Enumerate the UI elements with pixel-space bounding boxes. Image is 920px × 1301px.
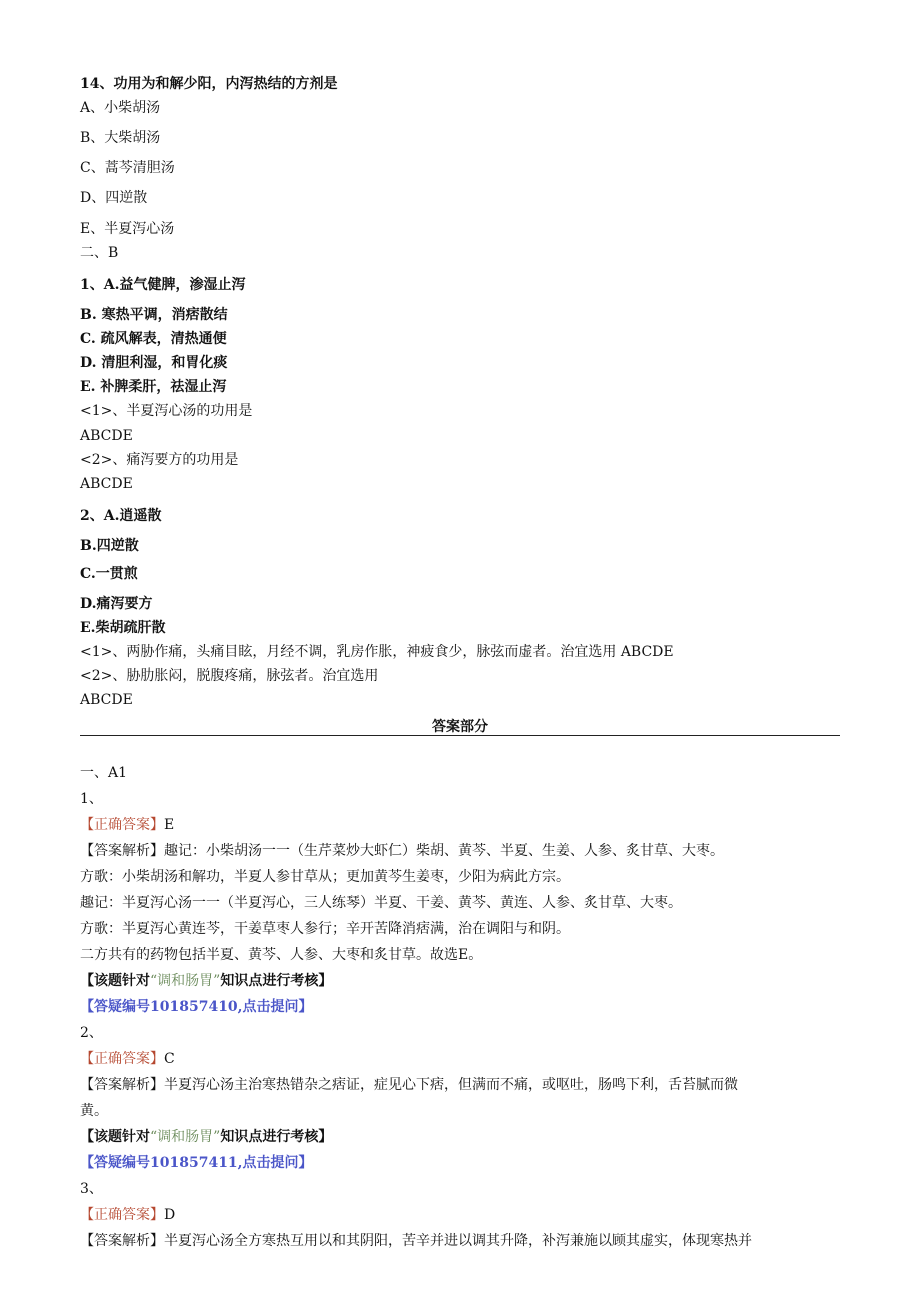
answer-1-correct [80,815,174,835]
b1-sub1-choices: ABCDE [80,428,133,444]
kp-name: “调和肠胃” [150,1129,221,1145]
q14-option-b: B、大柴胡汤 [80,130,161,146]
correct-answer-label: 【正确答案】 [80,817,164,833]
answer-2-analysis [80,1075,738,1095]
correct-answer-value: C [164,1051,175,1067]
correct-answer-value: E [164,817,175,833]
answer-1-knowledge-point [80,971,332,991]
analysis-label: 【答案解析】 [80,843,164,859]
q14-option-a: A、小柴胡汤 [80,100,161,116]
analysis-text: 趣记：小柴胡汤一一（生芹菜炒大虾仁）柴胡、黄芩、半夏、生姜、人参、炙甘草、大枣。 [164,843,724,859]
b1-option-a: 1、A.益气健脾，渗湿止泻 [80,277,246,293]
analysis-line: 黄。 [80,1103,108,1119]
answer-3-correct [80,1205,175,1225]
answer-2-knowledge-point [80,1127,332,1147]
analysis-line: 方歌：半夏泻心黄连芩，干姜草枣人参行；辛开苦降消痞满，治在调阳与和阴。 [80,921,570,937]
answer-1-analysis [80,841,724,861]
b1-option-b: B. 寒热平调，消痞散结 [80,307,228,323]
b2-option-c: C.一贯煎 [80,566,138,582]
b2-option-d: D.痛泻要方 [80,596,153,612]
correct-answer-label: 【正确答案】 [80,1207,164,1223]
q14-option-e: E、半夏泻心汤 [80,221,175,237]
section-b-heading: 二、B [80,245,119,261]
b1-sub2: <2>、痛泻要方的功用是 [80,452,239,468]
correct-answer-label: 【正确答案】 [80,1051,164,1067]
b2-option-e: E.柴胡疏肝散 [80,620,166,636]
analysis-line: 趣记：半夏泻心汤一一（半夏泻心，三人练琴）半夏、干姜、黄芩、黄连、人参、炙甘草、大枣。 [80,895,682,911]
b2-sub1: <1>、两胁作痛，头痛目眩，月经不调，乳房作胀，神疲食少，脉弦而虚者。治宜选用 ABCDE [80,644,674,660]
b2-sub2-choices: ABCDE [80,692,133,708]
answers-title: 答案部分 [432,719,488,735]
answer-3-analysis [80,1231,752,1251]
analysis-label: 【答案解析】 [80,1077,164,1093]
analysis-line: 方歌：小柴胡汤和解功，半夏人参甘草从；更加黄芩生姜枣，少阳为病此方宗。 [80,869,570,885]
analysis-label: 【答案解析】 [80,1233,164,1249]
b1-sub1: <1>、半夏泻心汤的功用是 [80,403,253,419]
kp-name: “调和肠胃” [150,973,221,989]
b1-option-d: D. 清胆利湿，和胃化痰 [80,355,228,371]
b2-sub2: <2>、胁肋胀闷，脱腹疼痛，脉弦者。治宜选用 [80,668,379,684]
answer-3-number: 3、 [80,1181,103,1197]
correct-answer-value: D [164,1207,176,1223]
answer-1-ask-link[interactable]: 【答疑编号101857410,点击提问】 [80,999,313,1015]
b1-option-c: C. 疏风解表，清热通便 [80,331,227,347]
divider [80,735,840,736]
answer-2-ask-link[interactable]: 【答疑编号101857411,点击提问】 [80,1155,313,1171]
b2-option-b: B.四逆散 [80,538,139,554]
q14-option-c: C、蒿芩清胆汤 [80,160,175,176]
analysis-line: 二方共有的药物包括半夏、黄芩、人参、大枣和炙甘草。故选E。 [80,947,483,963]
answer-2-correct [80,1049,175,1069]
kp-suffix: 知识点进行考核】 [220,973,333,989]
kp-suffix: 知识点进行考核】 [220,1129,333,1145]
answer-1-number: 1、 [80,791,103,807]
analysis-text: 半夏泻心汤全方寒热互用以和其阴阳，苦辛并进以调其升降，补泻兼施以顾其虚实，体现寒热并 [164,1233,752,1249]
answer-2-number: 2、 [80,1025,103,1041]
b2-option-a: 2、A.逍遥散 [80,508,162,524]
kp-prefix: 【该题针对 [80,973,150,989]
analysis-text: 半夏泻心汤主治寒热错杂之痞证，症见心下痞，但满而不痛，或呕吐，肠鸣下利，舌苔腻而微 [164,1077,738,1093]
b1-option-e: E. 补脾柔肝，祛湿止泻 [80,379,227,395]
answers-section-a1: 一、A1 [80,765,128,781]
kp-prefix: 【该题针对 [80,1129,150,1145]
q14-stem: 14、功用为和解少阳，内泻热结的方剂是 [80,76,338,92]
b1-sub2-choices: ABCDE [80,476,133,492]
q14-option-d: D、四逆散 [80,190,148,206]
